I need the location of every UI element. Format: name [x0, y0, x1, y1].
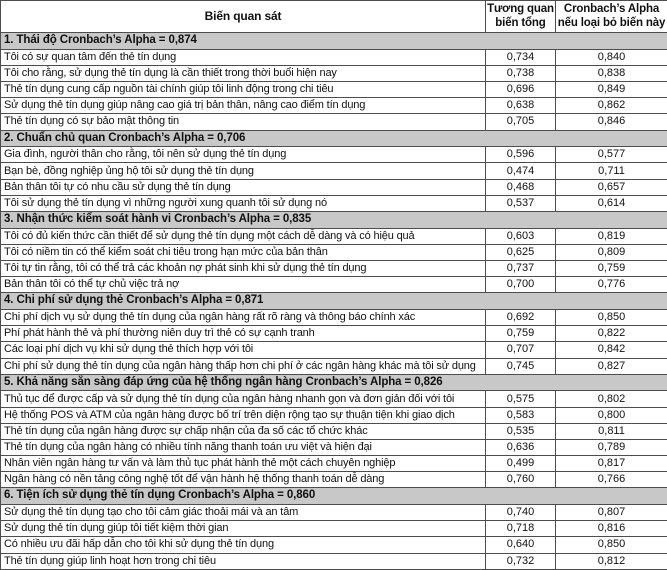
section-header-row: [1, 211, 667, 228]
table-row: [1, 244, 667, 260]
table-row: [1, 407, 667, 423]
table-header: [1, 1, 667, 33]
table-row: [1, 358, 667, 374]
table-row: [1, 228, 667, 244]
item-total-correlation-cell: 0,499: [486, 456, 556, 472]
table-row: [1, 472, 667, 488]
table-row: [1, 260, 667, 276]
observed-variable-cell: Bản thân tôi tự có nhu cầu sử dụng thẻ tín dụng: [1, 179, 486, 195]
item-total-correlation-cell: 0,707: [486, 342, 556, 358]
observed-variable-cell: Hệ thống POS và ATM của ngân hàng được bố trí trên diện rộng tạo sự thuận tiện khi giao dịch: [1, 407, 486, 423]
column-header-alpha-if-deleted: Cronbach’s Alpha nếu loại bỏ biến này: [556, 1, 667, 33]
table-row: [1, 49, 667, 65]
alpha-if-deleted-cell: 0,850: [556, 537, 667, 553]
table-row: [1, 553, 667, 569]
section-header-label: 2. Chuẩn chủ quan Cronbach’s Alpha = 0,706: [1, 130, 667, 147]
alpha-if-deleted-cell: 0,816: [556, 521, 667, 537]
item-total-correlation-cell: 0,474: [486, 163, 556, 179]
alpha-if-deleted-cell: 0,840: [556, 49, 667, 65]
observed-variable-cell: Tôi có sự quan tâm đến thẻ tín dụng: [1, 49, 486, 65]
section-header-row: [1, 374, 667, 391]
alpha-if-deleted-cell: 0,862: [556, 98, 667, 114]
item-total-correlation-cell: 0,696: [486, 82, 556, 98]
table-row: [1, 163, 667, 179]
item-total-correlation-cell: 0,535: [486, 423, 556, 439]
observed-variable-cell: Sử dụng thẻ tín dụng tạo cho tôi cảm giác thoải mái và an tâm: [1, 505, 486, 521]
observed-variable-cell: Thẻ tín dụng của ngân hàng có nhiều tính năng thanh toán ưu việt và hiện đại: [1, 439, 486, 455]
section-header-label: 6. Tiện ích sử dụng thẻ tín dụng Cronbach’s Alpha = 0,860: [1, 488, 667, 505]
observed-variable-cell: Sử dụng thẻ tín dụng giúp tôi tiết kiệm thời gian: [1, 521, 486, 537]
item-total-correlation-cell: 0,740: [486, 505, 556, 521]
table-row: [1, 82, 667, 98]
observed-variable-cell: Có nhiều ưu đãi hấp dẫn cho tôi khi sử dụng thẻ tín dụng: [1, 537, 486, 553]
table-row: [1, 537, 667, 553]
table-row: [1, 277, 667, 293]
alpha-if-deleted-cell: 0,838: [556, 65, 667, 81]
observed-variable-cell: Tôi sử dụng thẻ tín dụng vì những người xung quanh tôi sử dụng nó: [1, 195, 486, 211]
alpha-if-deleted-cell: 0,759: [556, 260, 667, 276]
table-row: [1, 310, 667, 326]
table-row: [1, 195, 667, 211]
section-header-row: [1, 130, 667, 147]
alpha-if-deleted-cell: 0,850: [556, 310, 667, 326]
item-total-correlation-cell: 0,640: [486, 537, 556, 553]
observed-variable-cell: Nhân viên ngân hàng tư vấn và làm thủ tục phát hành thẻ một cách chuyên nghiệp: [1, 456, 486, 472]
alpha-if-deleted-cell: 0,577: [556, 147, 667, 163]
item-total-correlation-cell: 0,705: [486, 114, 556, 130]
item-total-correlation-cell: 0,734: [486, 49, 556, 65]
observed-variable-cell: Gia đình, người thân cho rằng, tôi nên sử dụng thẻ tín dụng: [1, 147, 486, 163]
alpha-if-deleted-cell: 0,849: [556, 82, 667, 98]
item-total-correlation-cell: 0,692: [486, 310, 556, 326]
observed-variable-cell: Tôi cho rằng, sử dụng thẻ tín dụng là cần thiết trong thời buổi hiện nay: [1, 65, 486, 81]
item-total-correlation-cell: 0,596: [486, 147, 556, 163]
alpha-if-deleted-cell: 0,789: [556, 439, 667, 455]
section-header-row: [1, 33, 667, 50]
table-row: [1, 439, 667, 455]
section-header-label: 1. Thái độ Cronbach’s Alpha = 0,874: [1, 33, 667, 50]
observed-variable-cell: Các loại phí dịch vụ khi sử dụng thẻ thích hợp với tôi: [1, 342, 486, 358]
alpha-if-deleted-cell: 0,657: [556, 179, 667, 195]
table-row: [1, 456, 667, 472]
observed-variable-cell: Thẻ tín dụng có sự bảo mật thông tin: [1, 114, 486, 130]
item-total-correlation-cell: 0,575: [486, 391, 556, 407]
section-header-label: 4. Chi phí sử dụng thẻ Cronbach’s Alpha = 0,871: [1, 293, 667, 310]
table-row: [1, 521, 667, 537]
item-total-correlation-cell: 0,537: [486, 195, 556, 211]
table-row: [1, 114, 667, 130]
item-total-correlation-cell: 0,718: [486, 521, 556, 537]
table-row: [1, 98, 667, 114]
item-total-correlation-cell: 0,636: [486, 439, 556, 455]
section-header-row: [1, 488, 667, 505]
alpha-if-deleted-cell: 0,817: [556, 456, 667, 472]
observed-variable-cell: Thẻ tín dụng của ngân hàng được sự chấp nhận của đa số các tổ chức khác: [1, 423, 486, 439]
alpha-if-deleted-cell: 0,827: [556, 358, 667, 374]
observed-variable-cell: Thủ tục để được cấp và sử dụng thẻ tín dụng của ngân hàng nhanh gọn và đơn giản đối với tôi: [1, 391, 486, 407]
item-total-correlation-cell: 0,737: [486, 260, 556, 276]
table-row: [1, 326, 667, 342]
table-row: [1, 147, 667, 163]
table-row: [1, 65, 667, 81]
item-total-correlation-cell: 0,738: [486, 65, 556, 81]
section-header-label: 5. Khả năng sẵn sàng đáp ứng của hệ thống ngân hàng Cronbach’s Alpha = 0,826: [1, 374, 667, 391]
table-row: [1, 179, 667, 195]
item-total-correlation-cell: 0,732: [486, 553, 556, 569]
alpha-if-deleted-cell: 0,812: [556, 553, 667, 569]
observed-variable-cell: Bạn bè, đồng nghiệp ủng hộ tôi sử dụng thẻ tín dụng: [1, 163, 486, 179]
observed-variable-cell: Tôi có đủ kiến thức cần thiết để sử dụng thẻ tín dụng một cách dễ dàng và có hiệu quả: [1, 228, 486, 244]
observed-variable-cell: Bản thân tôi có thể tự chủ việc trả nợ: [1, 277, 486, 293]
alpha-if-deleted-cell: 0,819: [556, 228, 667, 244]
observed-variable-cell: Sử dụng thẻ tín dụng giúp nâng cao giá trị bản thân, nâng cao điểm tín dụng: [1, 98, 486, 114]
table-row: [1, 342, 667, 358]
section-header-row: [1, 293, 667, 310]
observed-variable-cell: Chi phí dịch vụ sử dụng thẻ tín dụng của ngân hàng rất rõ ràng và thông báo chính xác: [1, 310, 486, 326]
alpha-if-deleted-cell: 0,766: [556, 472, 667, 488]
item-total-correlation-cell: 0,700: [486, 277, 556, 293]
item-total-correlation-cell: 0,603: [486, 228, 556, 244]
alpha-if-deleted-cell: 0,846: [556, 114, 667, 130]
alpha-if-deleted-cell: 0,711: [556, 163, 667, 179]
item-total-correlation-cell: 0,625: [486, 244, 556, 260]
alpha-if-deleted-cell: 0,809: [556, 244, 667, 260]
alpha-if-deleted-cell: 0,776: [556, 277, 667, 293]
alpha-if-deleted-cell: 0,842: [556, 342, 667, 358]
alpha-if-deleted-cell: 0,802: [556, 391, 667, 407]
table-body: [1, 33, 667, 570]
alpha-if-deleted-cell: 0,800: [556, 407, 667, 423]
table-row: [1, 423, 667, 439]
item-total-correlation-cell: 0,583: [486, 407, 556, 423]
item-total-correlation-cell: 0,745: [486, 358, 556, 374]
table-row: [1, 391, 667, 407]
alpha-if-deleted-cell: 0,811: [556, 423, 667, 439]
table-row: [1, 505, 667, 521]
item-total-correlation-cell: 0,638: [486, 98, 556, 114]
observed-variable-cell: Tôi tự tin rằng, tôi có thể trả các khoản nợ phát sinh khi sử dụng thẻ tín dụng: [1, 260, 486, 276]
alpha-if-deleted-cell: 0,614: [556, 195, 667, 211]
column-header-item-total-correlation: Tương quan biến tổng: [486, 1, 556, 33]
section-header-label: 3. Nhận thức kiểm soát hành vi Cronbach’s Alpha = 0,835: [1, 211, 667, 228]
observed-variable-cell: Thẻ tín dụng cung cấp nguồn tài chính giúp tôi linh động trong chi tiêu: [1, 82, 486, 98]
header-row: [1, 1, 667, 33]
observed-variable-cell: Chi phí sử dụng thẻ tín dụng của ngân hàng thấp hơn chi phí ở các ngân hàng khác mà tôi sử dụng: [1, 358, 486, 374]
observed-variable-cell: Thẻ tín dụng giúp linh hoạt hơn trong chi tiêu: [1, 553, 486, 569]
item-total-correlation-cell: 0,760: [486, 472, 556, 488]
alpha-if-deleted-cell: 0,822: [556, 326, 667, 342]
item-total-correlation-cell: 0,759: [486, 326, 556, 342]
observed-variable-cell: Ngân hàng có nền tảng công nghệ tốt để vận hành hệ thống thanh toán dễ dàng: [1, 472, 486, 488]
item-total-correlation-cell: 0,468: [486, 179, 556, 195]
alpha-if-deleted-cell: 0,807: [556, 505, 667, 521]
observed-variable-cell: Tôi có niềm tin có thể kiểm soát chi tiêu trong hạn mức của bản thân: [1, 244, 486, 260]
column-header-observed-variable: Biến quan sát: [1, 1, 486, 33]
observed-variable-cell: Phí phát hành thẻ và phí thường niên duy trì thẻ có sự cạnh tranh: [1, 326, 486, 342]
